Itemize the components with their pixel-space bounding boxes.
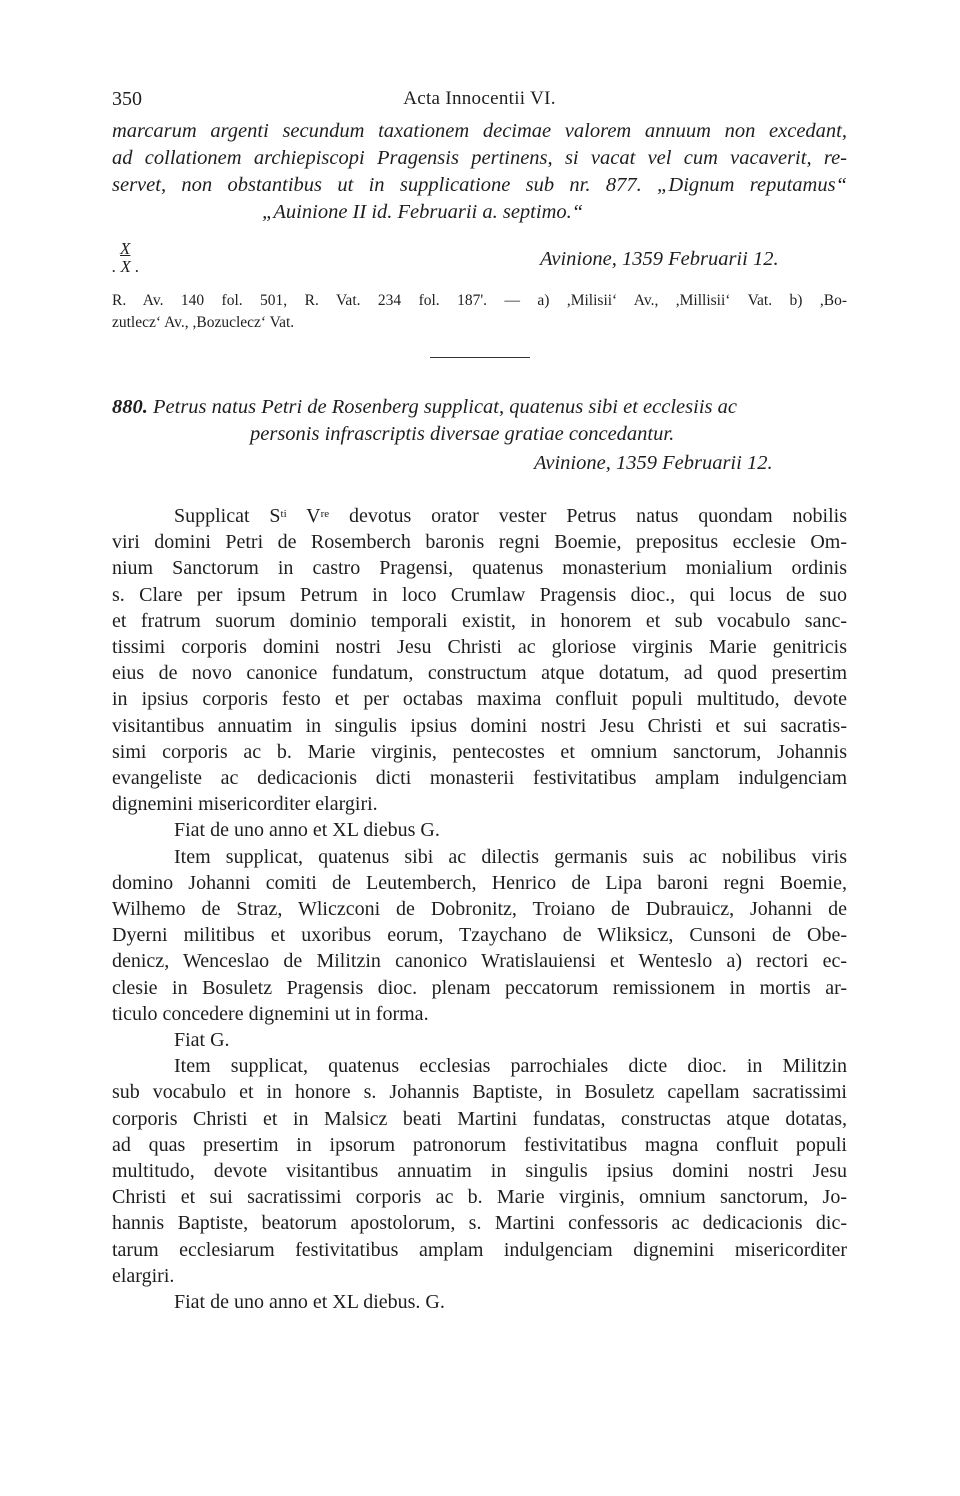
body-line: Fiat G. [174, 1029, 230, 1052]
body-line: tissimi corporis domini nostri Jesu Christi ac gloriose virginis Marie genitricis [112, 636, 847, 659]
body-line: evangeliste ac dedicacionis dicti monasterii festivitatibus amplam indulgenciam [112, 767, 847, 790]
body-line: domino Johanni comiti de Leutemberch, Henrico de Lipa baroni regni Boemie, [112, 871, 847, 894]
body-line: Dyerni militibus et uxoribus eorum, Tzaychano de Wliksicz, Cunsoni de Obe- [112, 924, 847, 947]
page-header [112, 88, 847, 112]
page-number: 350 [112, 88, 142, 110]
body-line: Supplicat $S^{ti}$ Vre devotus orator vester Petrus natus quondam nobilis [174, 505, 847, 527]
body-line: visitantibus annuatim in singulis ipsius domini nostri Jesu Christi et sui sacratis- [112, 714, 847, 737]
body-line: Fiat de uno anno et XL diebus. G. [174, 1291, 445, 1314]
body-line: eius de novo canonice fundatum, constructum atque dotatum, ad quod presertim [112, 662, 847, 685]
text-line: ad collationem archiepiscopi Pragensis pertinens, si vacat vel cum vacaverit, re- [112, 147, 847, 169]
entry-number: 880. [112, 396, 148, 418]
text-line: servet, non obstantibus ut in supplicatione sub nr. 877. „Dignum reputamus“ [112, 174, 847, 196]
body-line: ad quas presertim in ipsorum patronorum festivitatibus magna confluit populi [112, 1133, 847, 1156]
body-line: s. Clare per ipsum Petrum in loco Crumlaw Pragensis dioc., qui locus de suo [112, 583, 847, 606]
body-line: dignemini misericorditer elargiri. [112, 793, 378, 816]
body-line: Wilhemo de Straz, Wliczconi de Dobronitz, Troiano de Dubrauicz, Johanni de [112, 898, 847, 921]
previous-entry-text [112, 118, 847, 226]
registry-mark-upper: X [120, 239, 131, 258]
registry-mark-lower: . X . [112, 257, 140, 276]
registry-mark [112, 240, 139, 276]
body-line: Item supplicat, quatenus sibi ac dilectis germanis suis ac nobilibus viris [174, 845, 847, 868]
previous-entry-date: Avinione, 1359 Februarii 12. [540, 248, 779, 270]
entry-body [112, 503, 847, 1315]
body-line: ticulo concedere dignemini ut in forma. [112, 1002, 429, 1025]
body-line: denicz, Wenceslao de Militzin canonico Wratislauiensi et Wenteslo a) rectori ec- [112, 950, 847, 973]
body-line: clesie in Bosuletz Pragensis dioc. plenam peccatorum remissionem in mortis ar- [112, 976, 847, 999]
text-line: „Auinione II id. Februarii a. septimo.“ [262, 201, 584, 223]
body-line: hannis Baptiste, beatorum apostolorum, s. Martini confessoris ac dedicacionis dic- [112, 1212, 847, 1235]
text-line: marcarum argenti secundum taxationem decimae valorem annuum non excedant, [112, 120, 847, 142]
footnotes [112, 290, 847, 334]
body-line: Fiat de uno anno et XL diebus G. [174, 819, 440, 842]
body-line: Christi et sui sacratissimi corporis ac b. Marie virginis, omnium sanctorum, Jo- [112, 1186, 847, 1209]
entry-heading [112, 394, 847, 448]
entry-title-line: personis infrascriptis diversae gratiae concedantur. [250, 423, 675, 445]
footnote-line: zutlecz‘ Av., ,Bozuclecz‘ Vat. [112, 314, 295, 331]
body-line: et fratrum suorum dominio temporali existit, in honorem et sub vocabulo sanc- [112, 609, 847, 632]
footnote-line: R. Av. 140 fol. 501, R. Vat. 234 fol. 187'. — a) ,Milisii‘ Av., ,Millisii‘ Vat. b) ,Bo- [112, 292, 847, 309]
body-line: tarum ecclesiarum festivitatibus amplam indulgenciam dignemini misericorditer [112, 1238, 847, 1261]
body-line: elargiri. [112, 1264, 175, 1287]
body-line: simi corporis ac b. Marie virginis, pentecostes et omnium sanctorum, Johannis [112, 740, 847, 763]
body-line: corporis Christi et in Malsicz beati Martini fundatas, constructas atque dotatas, [112, 1107, 847, 1130]
entry-date: Avinione, 1359 Februarii 12. [534, 452, 773, 474]
running-title: Acta Innocentii VI. [403, 88, 556, 109]
body-line: Item supplicat, quatenus ecclesias parrochiales dicte dioc. in Militzin [174, 1055, 847, 1078]
body-line: in ipsius corporis festo et per octabas maxima confluit populi multitudo, devote [112, 688, 847, 711]
body-line: nium Sanctorum in castro Pragensi, quatenus monasterium monialium ordinis [112, 557, 847, 580]
body-line: sub vocabulo et in honore s. Johannis Baptiste, in Bosuletz capellam sacratissimi [112, 1081, 847, 1104]
section-divider [430, 357, 530, 358]
body-line: multitudo, devote visitantibus annuatim in singulis ipsius domini nostri Jesu [112, 1160, 847, 1183]
entry-title-line: Petrus natus Petri de Rosenberg supplicat, quatenus sibi et ecclesiis ac [153, 396, 737, 418]
body-line: viri domini Petri de Rosemberch baronis regni Boemie, prepositus ecclesie Om- [112, 531, 847, 554]
